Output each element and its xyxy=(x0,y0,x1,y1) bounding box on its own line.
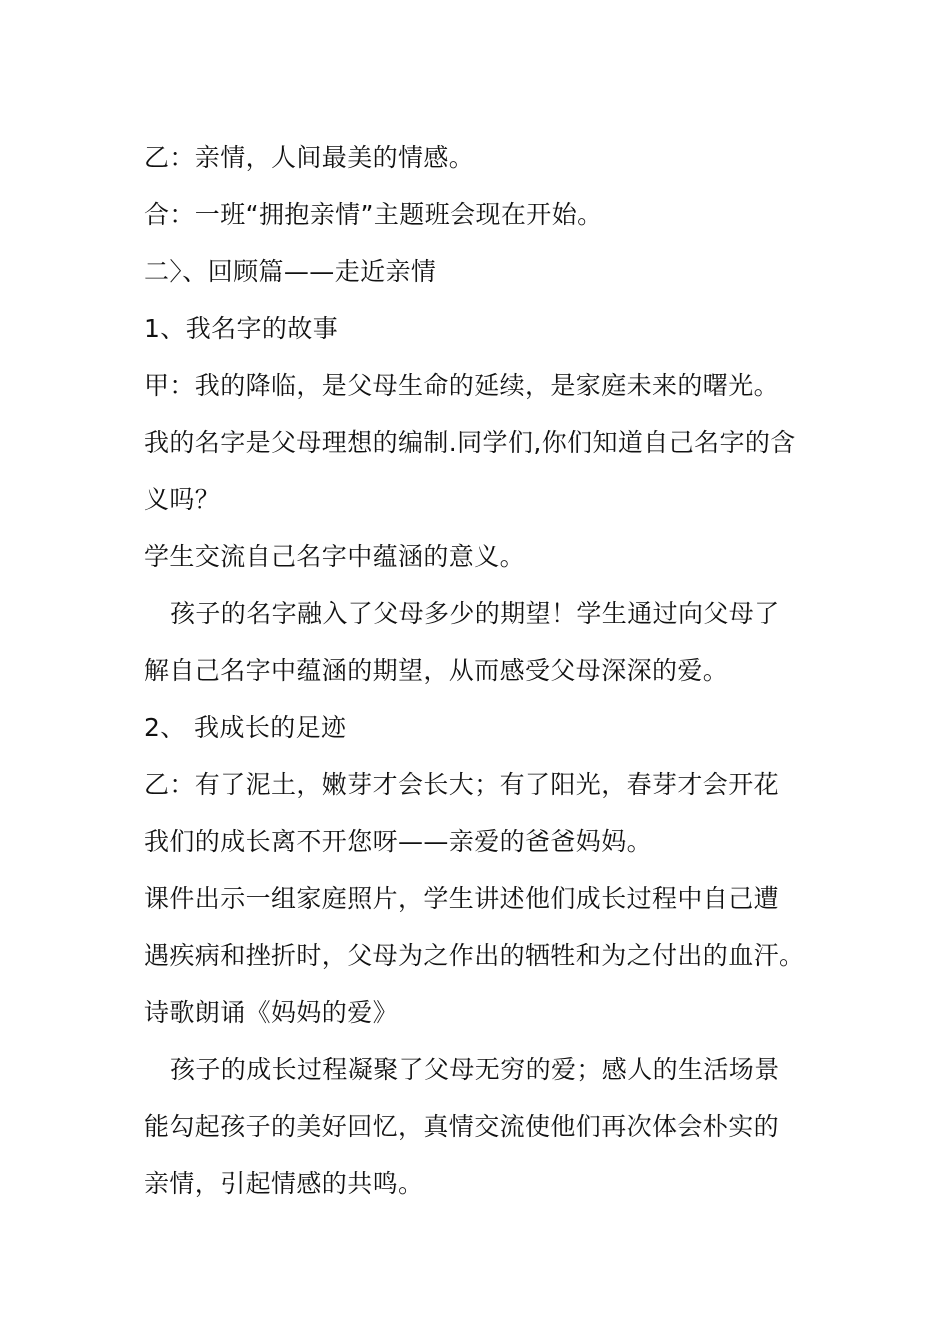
poem-recital-line: 诗歌朗诵《妈妈的爱》 xyxy=(144,998,399,1027)
paragraph-line: 义吗？ xyxy=(144,485,221,514)
dialogue-line-he: 合：一班“拥抱亲情”主题班会现在开始。 xyxy=(144,200,603,229)
paragraph-line: 课件出示一组家庭照片，学生讲述他们成长过程中自己遭 xyxy=(144,884,780,913)
dialogue-line-jia: 甲：我的降临，是父母生命的延续，是家庭未来的曙光。 xyxy=(144,371,780,400)
subsection-heading-growth: 2、 我成长的足迹 xyxy=(144,713,347,742)
paragraph-line: 解自己名字中蕴涵的期望，从而感受父母深深的爱。 xyxy=(144,656,729,685)
indented-paragraph-line: 孩子的成长过程凝聚了父母无穷的爱；感人的生活场景 xyxy=(170,1055,780,1084)
document-body xyxy=(144,129,814,1212)
paragraph-line: 我的名字是父母理想的编制.同学们,你们知道自己名字的含 xyxy=(144,428,796,457)
subsection-heading-name-story: 1、我名字的故事 xyxy=(144,314,339,343)
paragraph-line: 我们的成长离不开您呀——亲爱的爸爸妈妈。 xyxy=(144,827,653,856)
paragraph-line: 学生交流自己名字中蕴涵的意义。 xyxy=(144,542,526,571)
paragraph-line: 遇疾病和挫折时，父母为之作出的牺牲和为之付出的血汗。 xyxy=(144,941,805,970)
dialogue-line-yi: 乙：有了泥土，嫩芽才会长大；有了阳光，春芽才会开花 xyxy=(144,770,780,799)
dialogue-line-yi: 乙：亲情，人间最美的情感。 xyxy=(144,143,475,172)
paragraph-line: 亲情，引起情感的共鸣。 xyxy=(144,1169,424,1198)
paragraph-line: 能勾起孩子的美好回忆，真情交流使他们再次体会朴实的 xyxy=(144,1112,780,1141)
section-heading-review: 二〉、回顾篇——走近亲情 xyxy=(144,257,437,286)
indented-paragraph-line: 孩子的名字融入了父母多少的期望！学生通过向父母了 xyxy=(170,599,780,628)
